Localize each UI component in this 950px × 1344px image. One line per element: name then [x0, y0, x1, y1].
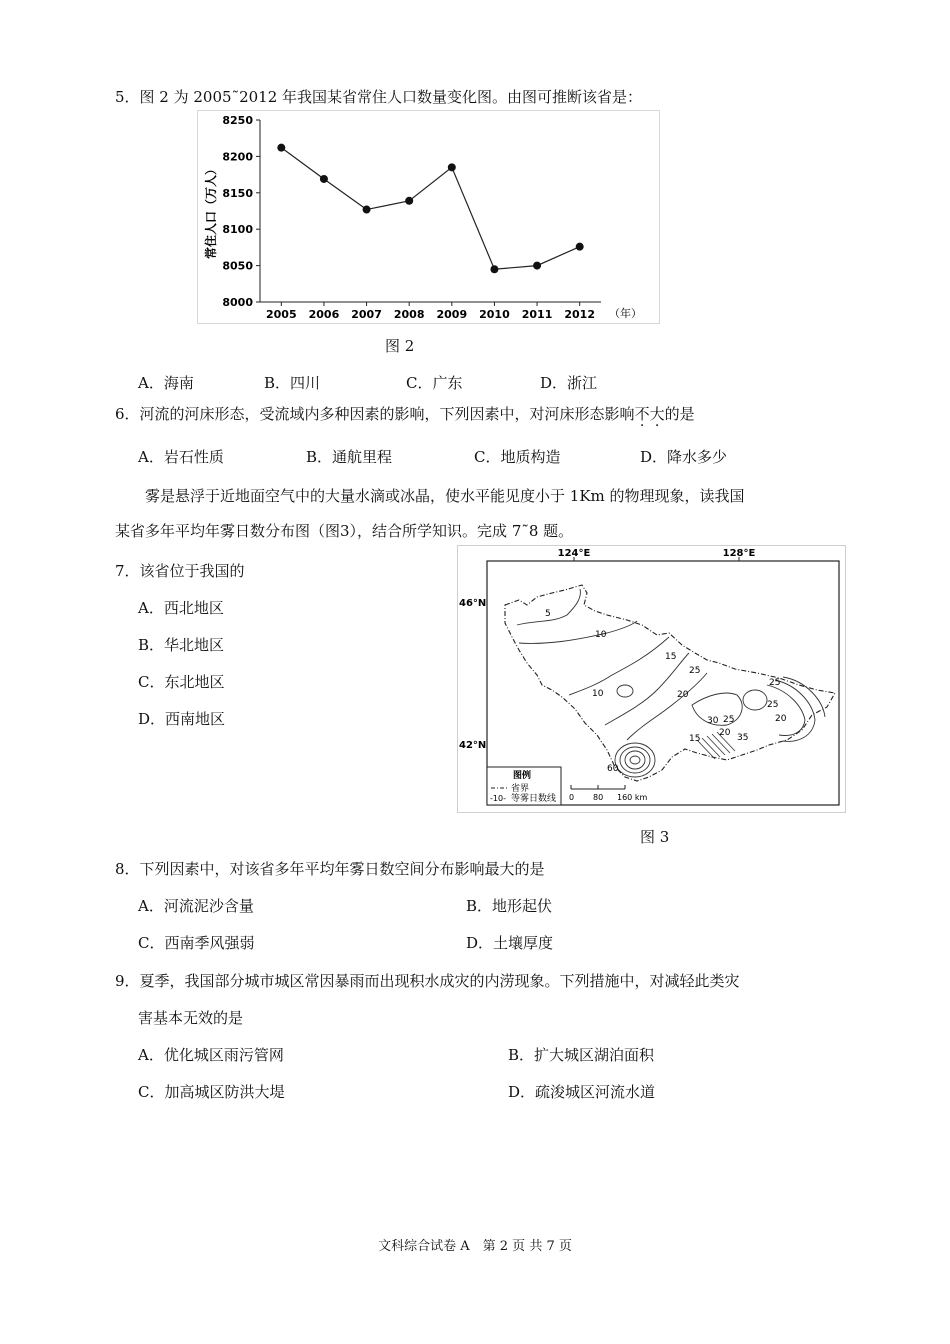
- y-tick-label: 8050: [222, 259, 253, 273]
- lat-label-46: 46°N: [459, 598, 487, 609]
- q9-option-c[interactable]: C．加高城区防洪大堤: [138, 1083, 285, 1101]
- lat-label-42: 42°N: [459, 740, 487, 751]
- chart-frame: [198, 111, 660, 324]
- legend-isoline-swatch: -10-: [490, 794, 506, 803]
- figure2-caption: 图 2: [385, 337, 415, 355]
- q5-option-d[interactable]: D．浙江: [540, 374, 598, 392]
- q8-option-b[interactable]: B．地形起伏: [466, 897, 553, 915]
- q7-option-a[interactable]: A．西北地区: [138, 599, 224, 617]
- q5-option-b[interactable]: B．四川: [264, 374, 321, 392]
- q5-option-a[interactable]: A．海南: [138, 374, 194, 392]
- q9-option-a[interactable]: A．优化城区雨污管网: [138, 1046, 284, 1064]
- y-axis-label: 常住人口（万人）: [204, 162, 218, 260]
- q6-option-a[interactable]: A．岩石性质: [138, 448, 224, 466]
- data-point: [533, 262, 541, 270]
- data-point: [277, 144, 285, 152]
- scale-label-80: 80: [593, 793, 604, 802]
- q9-stem-line-2: 害基本无效的是: [138, 1009, 244, 1027]
- intro-line-2: 某省多年平均年雾日数分布图（图3），结合所学知识。完成 7˜8 题。: [115, 522, 574, 540]
- q9-option-d[interactable]: D．疏浚城区河流水道: [508, 1083, 656, 1101]
- scale-label-160: 160 km: [617, 793, 648, 802]
- fog-map-svg: [457, 545, 846, 813]
- q7-stem: 7．该省位于我国的: [115, 562, 245, 580]
- intro-line-1: 雾是悬浮于近地面空气中的大量水滴或冰晶，使水平能见度小于 1Km 的物理现象，读我国: [145, 487, 745, 505]
- q8-option-c[interactable]: C．西南季风强弱: [138, 934, 255, 952]
- q5-stem: 5．图 2 为 2005˜2012 年我国某省常住人口数量变化图。由图可推断该省是：: [115, 88, 643, 106]
- y-tick-label: 8100: [222, 223, 253, 237]
- q6-option-b[interactable]: B．通航里程: [306, 448, 393, 466]
- legend-title: 图例: [513, 771, 532, 781]
- contour-label: 25: [769, 678, 781, 688]
- q7-option-b[interactable]: B．华北地区: [138, 636, 225, 654]
- population-line-chart: [197, 110, 660, 324]
- y-tick-label: 8000: [222, 296, 253, 309]
- page-footer: 文科综合试卷 A 第 2 页 共 7 页: [378, 1239, 572, 1254]
- contour-label: 20: [677, 690, 689, 700]
- contour-label: 60: [607, 764, 619, 774]
- q9-option-b[interactable]: B．扩大城区湖泊面积: [508, 1046, 655, 1064]
- q6-stem-end: 的是: [664, 405, 695, 423]
- q5-option-c[interactable]: C．广东: [406, 374, 463, 392]
- contour-label: 10: [592, 689, 604, 699]
- q8-stem: 8．下列因素中，对该省多年平均年雾日数空间分布影响最大的是: [115, 860, 545, 878]
- data-point: [576, 243, 584, 251]
- contour-label: 10: [595, 630, 607, 640]
- contour-label: 25: [689, 666, 701, 676]
- q7-option-c[interactable]: C．东北地区: [138, 673, 225, 691]
- data-point: [320, 175, 328, 183]
- q6-option-c[interactable]: C．地质构造: [474, 448, 561, 466]
- contour-label: 35: [737, 733, 749, 743]
- contour-label: 15: [689, 734, 701, 744]
- contour-label: 15: [665, 652, 677, 662]
- lon-label-124: 124°E: [557, 548, 591, 559]
- y-tick-label: 8250: [222, 114, 253, 127]
- y-tick-label: 8200: [222, 150, 253, 164]
- x-tick-label: 2012: [564, 308, 595, 321]
- y-tick-label: 8150: [222, 186, 253, 200]
- contour-label: 25: [723, 715, 735, 725]
- contour-label: 20: [719, 728, 731, 738]
- q6-option-d[interactable]: D．降水多少: [640, 448, 728, 466]
- q8-option-a[interactable]: A．河流泥沙含量: [138, 897, 254, 915]
- legend-border-label: 省界: [511, 784, 530, 794]
- data-point: [363, 206, 371, 214]
- x-tick-label: 2005: [266, 308, 297, 321]
- q7-option-d[interactable]: D．西南地区: [138, 710, 226, 728]
- q6-emphasis-1: 不: [634, 405, 650, 423]
- x-tick-label: 2008: [393, 308, 425, 321]
- x-tick-label: 2009: [436, 308, 468, 321]
- q6-stem: [115, 403, 695, 424]
- contour-label: 25: [767, 700, 779, 710]
- contour-label: 20: [775, 714, 787, 724]
- population-chart: [197, 110, 660, 324]
- scale-label-0: 0: [569, 793, 575, 802]
- contour-label: 5: [545, 609, 551, 619]
- x-tick-label: 2007: [351, 308, 382, 321]
- contour-label: 30: [707, 716, 719, 726]
- q6-stem-main: 6．河流的河床形态，受流域内多种因素的影响，下列因素中，对河床形态影响: [115, 405, 635, 423]
- data-point: [490, 265, 498, 273]
- q9-stem-line-1: 9．夏季，我国部分城市城区常因暴雨而出现积水成灾的内涝现象。下列措施中，对减轻此类灾: [115, 972, 740, 990]
- x-tick-label: 2010: [479, 308, 510, 321]
- data-point: [405, 197, 413, 205]
- x-axis-unit: （年）: [609, 307, 642, 320]
- data-point: [448, 163, 456, 171]
- fog-days-map: [457, 545, 846, 813]
- figure3-caption: 图 3: [640, 828, 670, 846]
- x-tick-label: 2011: [521, 308, 553, 321]
- legend-isoline-label: 等雾日数线: [511, 794, 557, 804]
- q6-emphasis-2: 大: [649, 405, 665, 423]
- q8-option-d[interactable]: D．土壤厚度: [466, 934, 554, 952]
- x-tick-label: 2006: [308, 308, 340, 321]
- lon-label-128: 128°E: [722, 548, 756, 559]
